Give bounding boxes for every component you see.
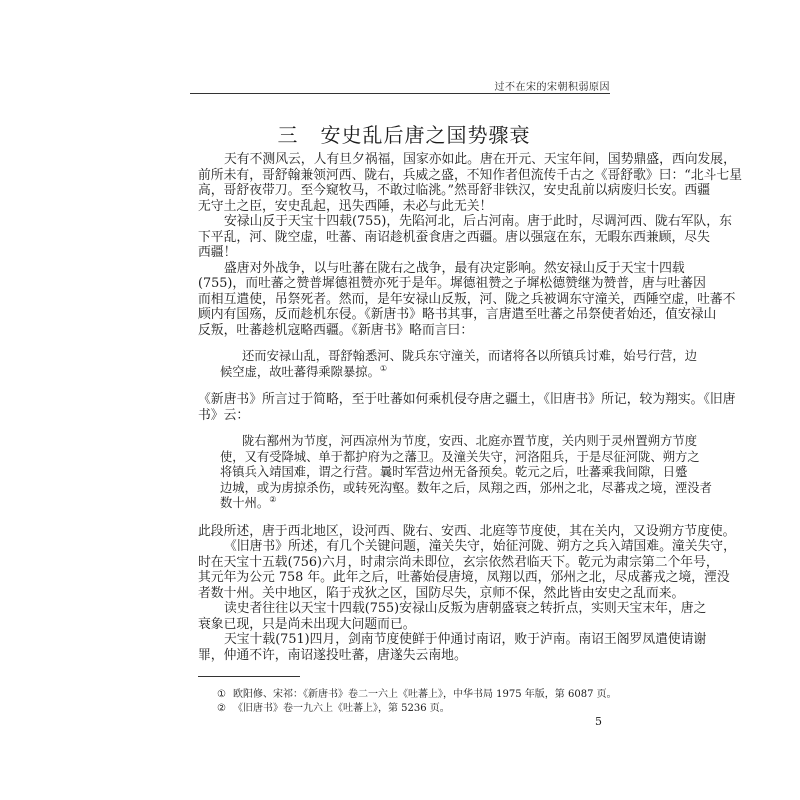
text-line	[220, 365, 606, 381]
line-text: 天宝十载(751)四月，剑南节度使鲜于仲通讨南诏，败于泸南。南诏王阁罗凤遣使请谢	[224, 632, 707, 647]
block-quote	[220, 434, 712, 512]
text-line	[198, 408, 610, 424]
text-line	[198, 554, 719, 571]
section-title-text: 安史乱后唐之国势骤衰	[320, 123, 531, 147]
text-line	[198, 199, 610, 215]
line-text: 盛唐对外战争，以与吐蕃在陇右之战争，最有决定影响。然安禄山反于天宝十四载	[224, 260, 685, 276]
paragraph	[198, 214, 732, 261]
footnote-rule	[198, 676, 300, 677]
section-number: 三	[277, 123, 299, 147]
footnotes	[217, 688, 617, 716]
line-text: 时在天宝十五载(756)六月，时肃宗尚未即位，玄宗依然君临天下。乾元为肃宗第二个年号，	[198, 554, 719, 570]
text-line	[198, 392, 736, 408]
line-text: 顾内有国殇，反而趁机东侵。《新唐书》略书其事，言唐遣至吐蕃之吊祭使者始还，值安禄山	[198, 307, 717, 322]
line-text: 高，哥舒夜带刀。至今窥牧马，不敢过临洮。”然哥舒非铁汉，安史乱前以病废归长安。西疆	[198, 183, 711, 198]
line-text: 其元年为公元 758 年。此年之后，吐蕃始侵唐境，凤翔以西，邠州之北，尽成蕃戎之境，湮没	[198, 570, 730, 585]
page-number: 5	[595, 715, 602, 728]
line-text: 数十州。	[220, 496, 270, 510]
running-head: 过不在宋的宋朝积弱原因	[494, 82, 610, 93]
line-text: 使，又有受降城、单于都护府为之藩卫。及潼关失守，河洛阻兵，于是尽征河陇、朔方之	[220, 449, 700, 464]
text-line	[220, 480, 712, 497]
footnote-number: ②	[217, 703, 226, 714]
line-text: 罪，仲通不许，南诏遂投吐蕃，唐遂失云南地。	[198, 647, 467, 663]
text-line	[198, 214, 732, 230]
line-text: 天有不测风云，人有旦夕祸福，国家亦如此。唐在开元、天宝年间，国势鼎盛，西向发展，	[224, 152, 736, 167]
line-text: 边城，或为虏掠杀伤，或转死沟壑。数年之后，凤翔之西，邠州之北，尽蕃戎之境，湮没者	[220, 480, 712, 495]
section-title	[198, 119, 610, 148]
line-text: 此段所述，唐于西北地区，设河西、陇右、安西、北庭等节度使，其在关内，又设朔方节度使。	[198, 523, 736, 539]
footnote	[217, 702, 617, 716]
line-text: 无守土之臣，安史乱起，迅失西陲，未必与此无关！	[198, 198, 493, 214]
line-text: 陇右鄯州为节度，河西凉州为节度，安西、北庭亦置节度，关内则于灵州置朔方节度	[242, 434, 697, 448]
line-text: 反叛，吐蕃趁机寇略西疆。《新唐书》略而言曰：	[198, 322, 474, 338]
text-line	[220, 434, 697, 450]
line-text: (755)，而吐蕃之赞普墀德祖赞亦死于是年。墀德祖赞之子墀松德赞继为赞普，唐与吐蕃因	[198, 276, 706, 291]
text-line	[198, 523, 736, 540]
text-line	[220, 465, 688, 481]
body-text	[198, 152, 743, 663]
line-text: 读史者往往以天宝十四载(755)安禄山反叛为唐朝盛衰之转折点，实则天宝末年，唐之	[224, 601, 707, 616]
paragraph	[198, 152, 743, 214]
paragraph	[198, 523, 736, 540]
line-text: 书》云：	[198, 407, 250, 423]
text-line	[220, 496, 606, 512]
text-line	[198, 167, 743, 184]
text-line	[198, 632, 707, 648]
line-text: 还而安禄山乱，哥舒翰悉河、陇兵东守潼关，而诸将各以所镇兵讨难，始号行营，边	[242, 349, 697, 363]
text-line	[198, 276, 706, 292]
text-line	[198, 539, 736, 555]
line-text: 安禄山反于天宝十四载(755)，先陷河北，后占河南。唐于此时，尽调河西、陇右军队，东	[224, 214, 732, 229]
footnote-marker: ①	[379, 363, 388, 373]
line-text: 前所未有，哥舒翰兼领河西、陇右，兵威之盛，不知作者但流传千古之《哥舒歌》曰：“北斗七星	[198, 167, 743, 183]
paragraph	[198, 260, 736, 339]
text-line	[198, 183, 711, 199]
text-line	[198, 585, 685, 602]
header-rule	[190, 93, 610, 94]
line-text: 衰象已现，只是尚未出现大问题而已。	[198, 616, 416, 632]
line-text: 候空虚，故吐蕃得乘隙暴掠。	[220, 364, 380, 379]
footnote-marker: ②	[269, 494, 277, 504]
text-line	[198, 229, 710, 246]
text-line	[198, 152, 736, 168]
text-line	[198, 617, 610, 633]
text-line	[220, 349, 697, 365]
text-line	[198, 648, 610, 664]
text-line	[198, 291, 736, 308]
footnote	[217, 688, 617, 702]
text-line	[198, 245, 610, 261]
text-line	[198, 260, 685, 277]
block-quote	[220, 349, 697, 380]
footnote-number: ①	[217, 689, 226, 700]
paragraph	[198, 632, 707, 663]
footnote-text: 《旧唐书》卷一九六上《吐蕃上》，第 5236 页。	[233, 703, 450, 714]
paragraph	[198, 392, 736, 423]
line-text: 《新唐书》所言过于简略，至于吐蕃如何乘机侵夺唐之疆土，《旧唐书》所记，较为翔实。《旧唐	[198, 392, 736, 407]
line-text: 将镇兵入靖国难，谓之行营。曩时军营边州无备预矣。乾元之后，吐蕃乘我间隙，日蹙	[220, 465, 688, 479]
footnote-text: 欧阳修、宋祁：《新唐书》卷二一六上《吐蕃上》，中华书局 1975 年版，第 6087 页。	[233, 689, 617, 700]
text-line	[220, 449, 700, 466]
line-text: 下平乱，河、陇空虚，吐蕃、南诏趁机蚕食唐之西疆。唐以强寇在东，无暇东西兼顾，尽失	[198, 229, 710, 245]
paragraph	[198, 601, 707, 632]
paragraph	[198, 539, 736, 601]
line-text: 《旧唐书》所述，有几个关键问题，潼关失守，始征河陇、朔方之兵入靖国难。潼关失守，	[224, 539, 736, 554]
text-line	[198, 307, 717, 323]
text-line	[198, 323, 610, 339]
text-line	[198, 601, 707, 617]
line-text: 西疆！	[198, 245, 237, 260]
line-text: 而相互遣使，吊祭死者。然而，是年安禄山反叛，河、陇之兵被调东守潼关，西陲空虚，吐蕃不	[198, 291, 736, 307]
line-text: 者数十州。关中地区，陷于戎狄之区，国防尽失，京师不保，然此皆由安史之乱而来。	[198, 585, 685, 601]
text-line	[198, 570, 730, 586]
